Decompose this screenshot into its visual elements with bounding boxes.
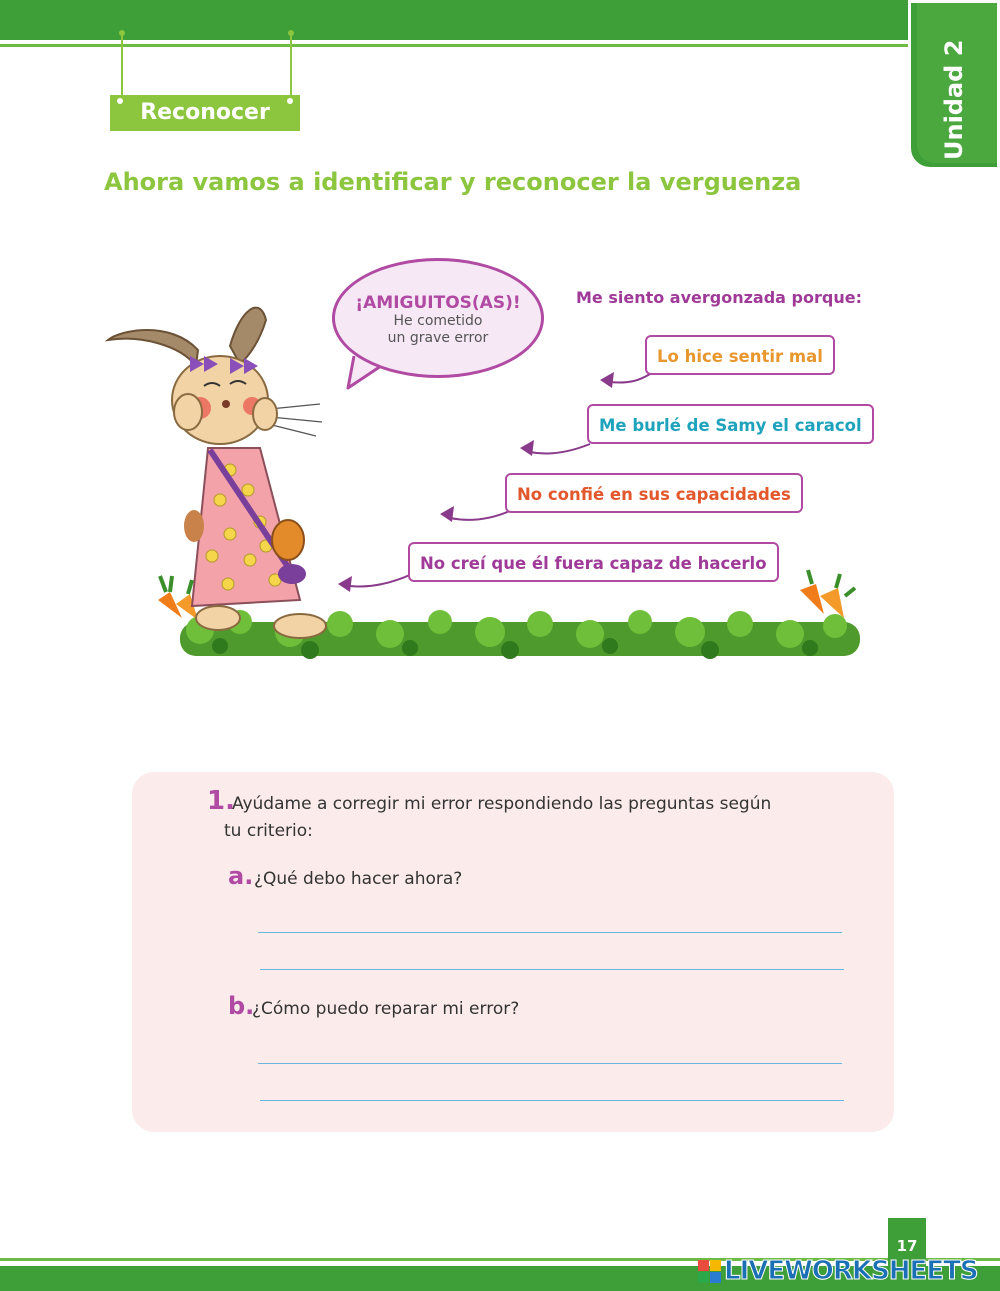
page-headline: Ahora vamos a identificar y reconocer la verguenza (104, 168, 802, 196)
carrots-right (800, 570, 855, 618)
reason-text: No creí que él fuera capaz de hacerlo (420, 554, 767, 573)
activity-number: 1. (207, 786, 235, 816)
watermark-text: LIVEWORKSHEETS (724, 1256, 978, 1286)
activity-instruction: tu criterio: (224, 821, 313, 841)
hanger-right (290, 32, 292, 100)
hanger-dot (119, 30, 125, 36)
top-divider (0, 44, 1000, 47)
page-number: 17 (888, 1218, 926, 1266)
question-letter: b. (228, 992, 255, 1020)
activity-instruction: Ayúdame a corregir mi error respondiendo las preguntas según (232, 794, 772, 814)
bubble-title: ¡AMIGUITOS(AS)! (355, 293, 521, 313)
reason-box (408, 542, 779, 582)
reason-text: Lo hice sentir mal (657, 347, 823, 366)
top-bar (0, 0, 1000, 40)
reason-box (587, 404, 874, 444)
hanger-left (121, 32, 123, 100)
label-dot (287, 98, 293, 104)
question-text: ¿Cómo puedo reparar mi error? (252, 999, 520, 1019)
feelings-heading: Me siento avergonzada porque: (576, 288, 862, 307)
reason-box (645, 335, 835, 375)
label-dot (117, 98, 123, 104)
question-letter: a. (228, 862, 254, 890)
activity-card (132, 772, 894, 1132)
section-label: Reconocer (110, 95, 300, 131)
reason-text: No confié en sus capacidades (517, 485, 791, 504)
reason-text: Me burlé de Samy el caracol (599, 416, 862, 435)
answer-line[interactable] (258, 1063, 842, 1064)
unit-label: Unidad 2 (940, 39, 968, 160)
liveworksheets-logo-icon (698, 1260, 722, 1284)
question-text: ¿Qué debo hacer ahora? (254, 869, 463, 889)
bubble-line: He cometido (393, 313, 483, 329)
reason-box (505, 473, 803, 513)
answer-line[interactable] (258, 932, 842, 933)
bubble-line: un grave error (387, 330, 489, 346)
answer-line[interactable] (260, 969, 844, 970)
answer-line[interactable] (260, 1100, 844, 1101)
hanger-dot (288, 30, 294, 36)
